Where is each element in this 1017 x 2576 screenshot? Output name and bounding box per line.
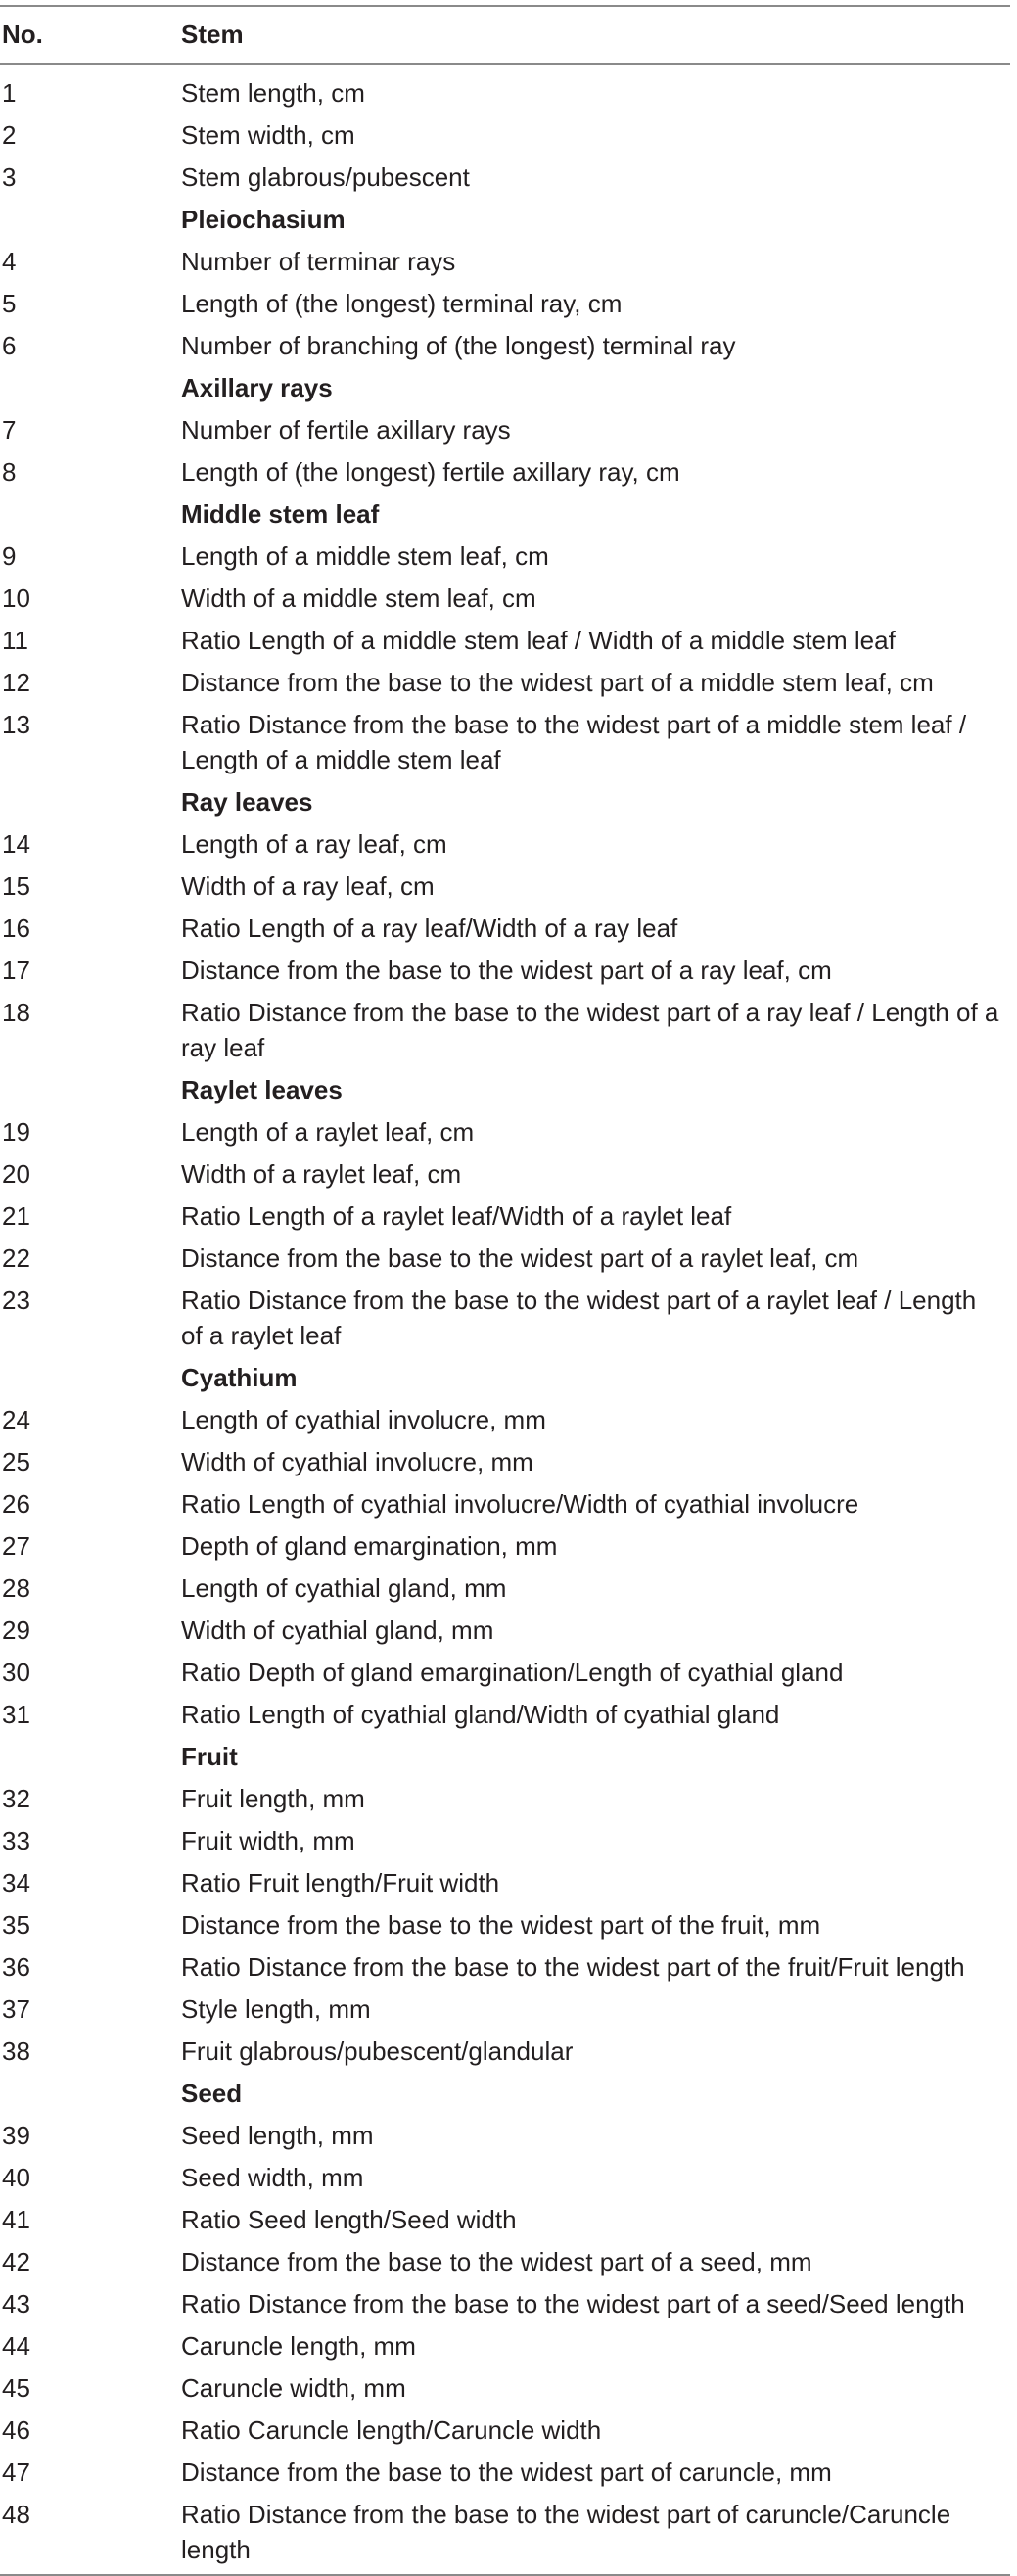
row-description: Caruncle width, mm	[181, 2373, 406, 2403]
row-number: 23	[2, 1286, 30, 1315]
row-description: Ratio Distance from the base to the widest part of a seed/Seed length	[181, 2289, 965, 2318]
row-description: Length of a ray leaf, cm	[181, 829, 447, 859]
row-number: 30	[2, 1658, 30, 1687]
table-row	[0, 2199, 1010, 2241]
row-description: Length of a raylet leaf, cm	[181, 1117, 475, 1147]
row-number: 5	[2, 289, 17, 318]
table-row	[0, 823, 1010, 866]
row-number: 34	[2, 1868, 30, 1897]
table-row	[0, 1441, 1010, 1483]
row-description: Length of cyathial gland, mm	[181, 1573, 507, 1603]
row-description: Fruit width, mm	[181, 1826, 355, 1855]
header-row	[0, 7, 1010, 64]
row-number: 2	[2, 120, 17, 150]
row-description: Width of a raylet leaf, cm	[181, 1159, 462, 1189]
row-description: Width of a middle stem leaf, cm	[181, 584, 536, 613]
table-row	[0, 325, 1010, 367]
table-row	[0, 2325, 1010, 2367]
table-header	[0, 7, 1010, 64]
section-row	[0, 781, 1010, 823]
row-description: Ratio Length of cyathial gland/Width of cyathial gland	[181, 1700, 780, 1729]
section-heading: Fruit	[181, 1742, 238, 1771]
row-description: Distance from the base to the widest part of a ray leaf, cm	[181, 956, 832, 985]
table-row	[0, 451, 1010, 493]
row-number: 33	[2, 1826, 30, 1855]
section-row	[0, 1069, 1010, 1111]
section-no-cell	[0, 493, 181, 536]
table-row	[0, 908, 1010, 950]
row-number: 44	[2, 2331, 30, 2361]
row-description: Ratio Length of cyathial involucre/Width of cyathial involucre	[181, 1489, 859, 1519]
row-description: Length of (the longest) terminal ray, cm	[181, 289, 623, 318]
row-number: 48	[2, 2500, 30, 2529]
row-number: 27	[2, 1531, 30, 1561]
table-row	[0, 157, 1010, 199]
table-row	[0, 2410, 1010, 2452]
table-row	[0, 115, 1010, 157]
row-description: Number of branching of (the longest) terminal ray	[181, 331, 736, 360]
table-row	[0, 1483, 1010, 1525]
table-row	[0, 2157, 1010, 2199]
header-no: No.	[0, 7, 181, 64]
section-no-cell	[0, 1357, 181, 1399]
row-description: Ratio Caruncle length/Caruncle width	[181, 2415, 602, 2445]
row-description: Distance from the base to the widest part of a seed, mm	[181, 2247, 812, 2276]
row-number: 18	[2, 998, 30, 1027]
table-row	[0, 866, 1010, 908]
table-row	[0, 1610, 1010, 1652]
section-heading: Middle stem leaf	[181, 499, 380, 529]
row-description: Width of cyathial involucre, mm	[181, 1447, 533, 1476]
row-description: Ratio Length of a middle stem leaf / Width of a middle stem leaf	[181, 626, 896, 655]
row-description: Ratio Distance from the base to the widest part of the fruit/Fruit length	[181, 1952, 965, 1982]
row-number: 9	[2, 541, 17, 571]
row-description: Stem glabrous/pubescent	[181, 163, 470, 192]
row-description: Distance from the base to the widest part of the fruit, mm	[181, 1910, 821, 1940]
table-row	[0, 1568, 1010, 1610]
row-number: 37	[2, 1994, 30, 2024]
row-number: 1	[2, 78, 17, 108]
table-row	[0, 2283, 1010, 2325]
row-number: 46	[2, 2415, 30, 2445]
row-number: 13	[2, 710, 30, 739]
row-description: Length of a middle stem leaf, cm	[181, 541, 549, 571]
section-heading: Pleiochasium	[181, 205, 346, 234]
row-number: 39	[2, 2121, 30, 2150]
section-heading: Raylet leaves	[181, 1075, 343, 1104]
row-number: 6	[2, 331, 17, 360]
row-number: 29	[2, 1616, 30, 1645]
section-no-cell	[0, 781, 181, 823]
row-number: 20	[2, 1159, 30, 1189]
table-row	[0, 241, 1010, 283]
row-number: 22	[2, 1243, 30, 1273]
row-description: Ratio Length of a raylet leaf/Width of a raylet leaf	[181, 1201, 732, 1231]
table-row	[0, 283, 1010, 325]
row-description: Ratio Length of a ray leaf/Width of a ray leaf	[181, 913, 678, 943]
row-number: 25	[2, 1447, 30, 1476]
row-number: 11	[2, 626, 28, 655]
row-number: 7	[2, 415, 17, 445]
section-heading: Axillary rays	[181, 373, 333, 402]
table-row	[0, 2452, 1010, 2494]
row-description: Stem length, cm	[181, 78, 365, 108]
section-row	[0, 1357, 1010, 1399]
table-row	[0, 1904, 1010, 1946]
row-description: Width of a ray leaf, cm	[181, 871, 435, 901]
row-number: 41	[2, 2205, 30, 2234]
section-heading: Seed	[181, 2079, 243, 2108]
row-number: 17	[2, 956, 30, 985]
row-number: 35	[2, 1910, 30, 1940]
row-number: 42	[2, 2247, 30, 2276]
row-description: Number of terminar rays	[181, 247, 456, 276]
row-description: Number of fertile axillary rays	[181, 415, 511, 445]
section-row	[0, 1736, 1010, 1778]
table-row	[0, 662, 1010, 704]
row-description: Ratio Distance from the base to the widest part of a ray leaf / Length of a ray leaf	[181, 998, 999, 1062]
table-row	[0, 2494, 1010, 2571]
table-row	[0, 578, 1010, 620]
section-no-cell	[0, 2073, 181, 2115]
row-number: 26	[2, 1489, 30, 1519]
section-heading: Cyathium	[181, 1363, 298, 1392]
row-number: 45	[2, 2373, 30, 2403]
section-no-cell	[0, 1069, 181, 1111]
row-description: Distance from the base to the widest part of caruncle, mm	[181, 2458, 832, 2487]
row-description: Stem width, cm	[181, 120, 355, 150]
table-row	[0, 2031, 1010, 2073]
row-description: Length of cyathial involucre, mm	[181, 1405, 546, 1434]
row-number: 15	[2, 871, 30, 901]
table-row	[0, 1820, 1010, 1862]
section-no-cell	[0, 1736, 181, 1778]
row-description: Seed width, mm	[181, 2163, 364, 2192]
table-row	[0, 1694, 1010, 1736]
table-row	[0, 1525, 1010, 1568]
header-stem: Stem	[181, 7, 1010, 64]
table-row	[0, 950, 1010, 992]
table-row	[0, 1195, 1010, 1238]
row-description: Depth of gland emargination, mm	[181, 1531, 558, 1561]
row-number: 31	[2, 1700, 30, 1729]
row-number: 43	[2, 2289, 30, 2318]
table-row	[0, 1399, 1010, 1441]
row-number: 12	[2, 668, 30, 697]
table-body	[0, 64, 1010, 2571]
row-number: 28	[2, 1573, 30, 1603]
row-number: 21	[2, 1201, 30, 1231]
table-row	[0, 1111, 1010, 1153]
row-number: 8	[2, 457, 17, 487]
row-number: 24	[2, 1405, 30, 1434]
table-row	[0, 409, 1010, 451]
row-description: Ratio Distance from the base to the widest part of a raylet leaf / Length of a raylet leaf	[181, 1286, 977, 1350]
table-row	[0, 1862, 1010, 1904]
row-number: 36	[2, 1952, 30, 1982]
table-row	[0, 2241, 1010, 2283]
row-number: 32	[2, 1784, 30, 1813]
row-number: 19	[2, 1117, 30, 1147]
section-row	[0, 199, 1010, 241]
table-row	[0, 1778, 1010, 1820]
row-number: 3	[2, 163, 17, 192]
table-row	[0, 2367, 1010, 2410]
table-row	[0, 620, 1010, 662]
row-description: Style length, mm	[181, 1994, 371, 2024]
row-description: Distance from the base to the widest part of a middle stem leaf, cm	[181, 668, 934, 697]
row-number: 4	[2, 247, 17, 276]
row-description: Distance from the base to the widest part of a raylet leaf, cm	[181, 1243, 859, 1273]
section-no-cell	[0, 199, 181, 241]
row-number: 16	[2, 913, 30, 943]
section-no-cell	[0, 367, 181, 409]
section-row	[0, 367, 1010, 409]
row-description: Ratio Fruit length/Fruit width	[181, 1868, 500, 1897]
section-row	[0, 2073, 1010, 2115]
table-row	[0, 1946, 1010, 1989]
characters-table	[0, 7, 1010, 2571]
row-number: 38	[2, 2037, 30, 2066]
table-row	[0, 992, 1010, 1069]
table-row	[0, 1652, 1010, 1694]
row-number: 14	[2, 829, 30, 859]
row-number: 47	[2, 2458, 30, 2487]
table-row	[0, 2115, 1010, 2157]
section-heading: Ray leaves	[181, 787, 313, 817]
row-description: Caruncle length, mm	[181, 2331, 416, 2361]
table-row	[0, 64, 1010, 115]
row-description: Width of cyathial gland, mm	[181, 1616, 494, 1645]
table-row	[0, 1280, 1010, 1357]
table-row	[0, 1153, 1010, 1195]
row-number: 40	[2, 2163, 30, 2192]
table-row	[0, 704, 1010, 781]
row-description: Ratio Distance from the base to the widest part of a middle stem leaf / Length of a middle stem leaf	[181, 710, 967, 774]
table-row	[0, 1989, 1010, 2031]
table-row	[0, 536, 1010, 578]
section-row	[0, 493, 1010, 536]
row-description: Fruit glabrous/pubescent/glandular	[181, 2037, 574, 2066]
row-description: Length of (the longest) fertile axillary ray, cm	[181, 457, 680, 487]
row-description: Ratio Distance from the base to the widest part of caruncle/Caruncle length	[181, 2500, 951, 2564]
table-row	[0, 1238, 1010, 1280]
row-number: 10	[2, 584, 30, 613]
row-description: Seed length, mm	[181, 2121, 374, 2150]
row-description: Ratio Seed length/Seed width	[181, 2205, 517, 2234]
row-description: Ratio Depth of gland emargination/Length of cyathial gland	[181, 1658, 844, 1687]
row-description: Fruit length, mm	[181, 1784, 365, 1813]
